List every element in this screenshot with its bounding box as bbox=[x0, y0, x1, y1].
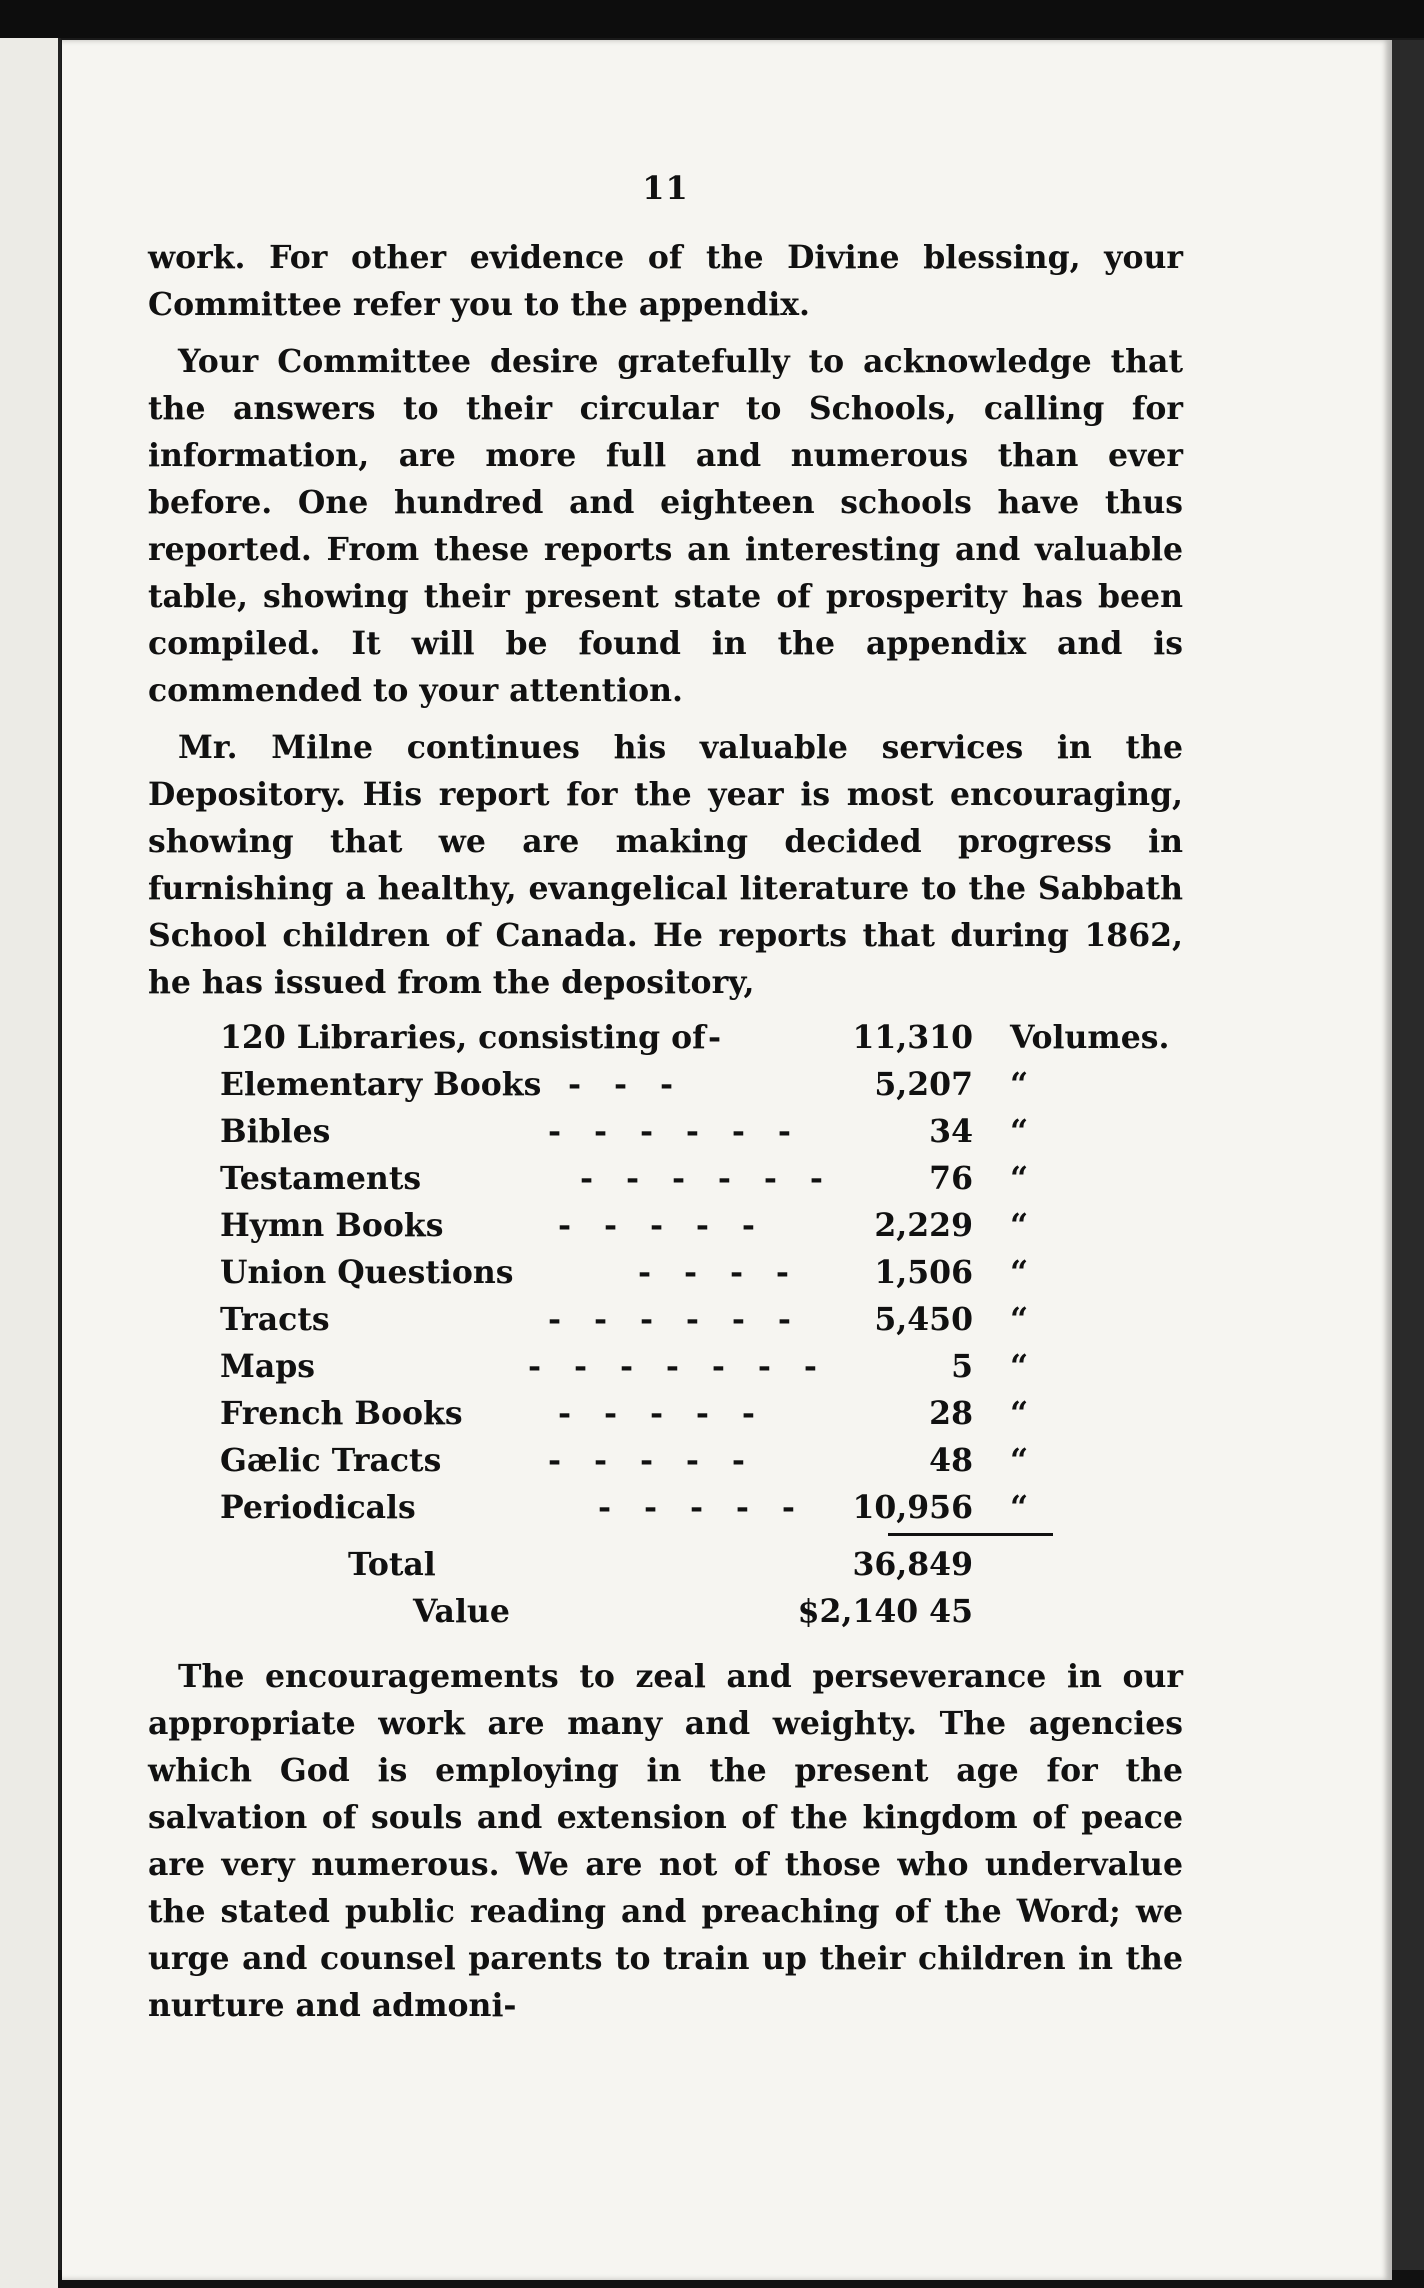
leader-dashes: - - - - - - bbox=[548, 1301, 791, 1338]
issued-item-count: 1,506 bbox=[874, 1254, 973, 1291]
issued-item-label: Gælic Tracts bbox=[220, 1442, 442, 1479]
issued-item-row bbox=[148, 1437, 1183, 1484]
issued-item-count: 34 bbox=[929, 1113, 973, 1150]
scan-border-right bbox=[1392, 40, 1424, 2288]
issued-item-label: French Books bbox=[220, 1395, 463, 1432]
issued-item-row bbox=[148, 1061, 1183, 1108]
issued-item-unit: Volumes. bbox=[1010, 1019, 1170, 1056]
leader-dashes: - - - - - bbox=[548, 1442, 745, 1479]
value-amount: $2,140 45 bbox=[797, 1593, 973, 1630]
issued-item-row bbox=[148, 1296, 1183, 1343]
issued-item-count: 5,450 bbox=[874, 1301, 973, 1338]
issued-item-row bbox=[148, 1108, 1183, 1155]
leader-dashes: - - - - - bbox=[558, 1395, 755, 1432]
paragraph-encouragements: The encouragements to zeal and perseverance in our appropriate work are many and weighty. The agencies which God is employing in the present age for the salvation of souls and extension of the kingdom of peace are very numerous. We are not of those who undervalue the stated public reading and preaching of the Word; we urge and counsel parents to train up their children in the nurture and admoni- bbox=[148, 1658, 1183, 2024]
issued-item-label: Maps bbox=[220, 1348, 316, 1385]
issued-item-unit: “ bbox=[1010, 1113, 1029, 1150]
issued-item-unit: “ bbox=[1010, 1348, 1029, 1385]
total-label: Total bbox=[348, 1546, 436, 1583]
issued-item-label: Hymn Books bbox=[220, 1207, 444, 1244]
leader-dashes: - - - - - bbox=[598, 1489, 795, 1526]
issued-item-row bbox=[148, 1343, 1183, 1390]
issued-item-count: 76 bbox=[929, 1160, 973, 1197]
issued-item-row bbox=[148, 1390, 1183, 1437]
issued-item-unit: “ bbox=[1010, 1442, 1029, 1479]
issued-item-row bbox=[148, 1155, 1183, 1202]
leader-dashes: - - - - - - bbox=[580, 1160, 823, 1197]
issued-item-label: Bibles bbox=[220, 1113, 331, 1150]
issued-item-label: Tracts bbox=[220, 1301, 330, 1338]
issued-item-count: 2,229 bbox=[874, 1207, 973, 1244]
leader-dashes: - - - - bbox=[638, 1254, 789, 1291]
leader-dashes: - - - - - bbox=[558, 1207, 755, 1244]
issued-item-unit: “ bbox=[1010, 1395, 1029, 1432]
issued-item-unit: “ bbox=[1010, 1160, 1029, 1197]
issued-item-label: Testaments bbox=[220, 1160, 422, 1197]
issued-item-count: 5,207 bbox=[874, 1066, 973, 1103]
issued-item-count: 48 bbox=[929, 1442, 973, 1479]
issued-item-unit: “ bbox=[1010, 1301, 1029, 1338]
issued-item-row bbox=[148, 1014, 1183, 1061]
issued-item-label: Union Questions bbox=[220, 1254, 514, 1291]
issued-item-count: 5 bbox=[951, 1348, 973, 1385]
leader-dashes: - - - - - - - bbox=[528, 1348, 817, 1385]
issued-item-row bbox=[148, 1484, 1183, 1531]
page-number: 11 bbox=[642, 169, 689, 207]
issued-items-table bbox=[148, 1014, 1183, 1531]
total-count: 36,849 bbox=[852, 1546, 973, 1583]
scan-border-top bbox=[0, 0, 1424, 38]
issued-item-row bbox=[148, 1249, 1183, 1296]
total-row bbox=[148, 1541, 1183, 1588]
leader-dashes: - bbox=[708, 1019, 722, 1056]
issued-item-label: 120 Libraries, consisting of bbox=[220, 1019, 706, 1056]
leader-dashes: - - - bbox=[568, 1066, 674, 1103]
issued-item-unit: “ bbox=[1010, 1207, 1029, 1244]
issued-item-count: 11,310 bbox=[852, 1019, 973, 1056]
paragraph-appendix: work. For other evidence of the Divine blessing, your Committee refer you to the appendix. bbox=[148, 239, 1183, 323]
issued-item-count: 28 bbox=[929, 1395, 973, 1432]
issued-item-unit: “ bbox=[1010, 1489, 1029, 1526]
paragraph-depository: Mr. Milne continues his valuable services in the Depository. His report for the year is most encouraging, showing that we are making decided progress in furnishing a healthy, evangelical literature to the Sabbath School children of Canada. He reports that during 1862, he has issued from the depository, bbox=[148, 729, 1183, 1001]
sum-rule bbox=[888, 1533, 1053, 1536]
paragraph-school-reports: Your Committee desire gratefully to acknowledge that the answers to their circular to Schools, calling for information, are more full and numerous than ever before. One hundred and eighteen schools have thus reported. From these reports an interesting and valuable table, showing their present state of prosperity has been compiled. It will be found in the appendix and is commended to your attention. bbox=[148, 343, 1183, 709]
issued-item-row bbox=[148, 1202, 1183, 1249]
leader-dashes: - - - - - - bbox=[548, 1113, 791, 1150]
issued-item-count: 10,956 bbox=[852, 1489, 973, 1526]
value-row bbox=[148, 1588, 1183, 1635]
issued-item-label: Periodicals bbox=[220, 1489, 416, 1526]
issued-item-label: Elementary Books bbox=[220, 1066, 542, 1103]
issued-item-unit: “ bbox=[1010, 1066, 1029, 1103]
value-label: Value bbox=[413, 1593, 510, 1630]
issued-item-unit: “ bbox=[1010, 1254, 1029, 1291]
facing-page-edge bbox=[0, 38, 61, 2288]
page-content bbox=[148, 165, 1183, 2029]
